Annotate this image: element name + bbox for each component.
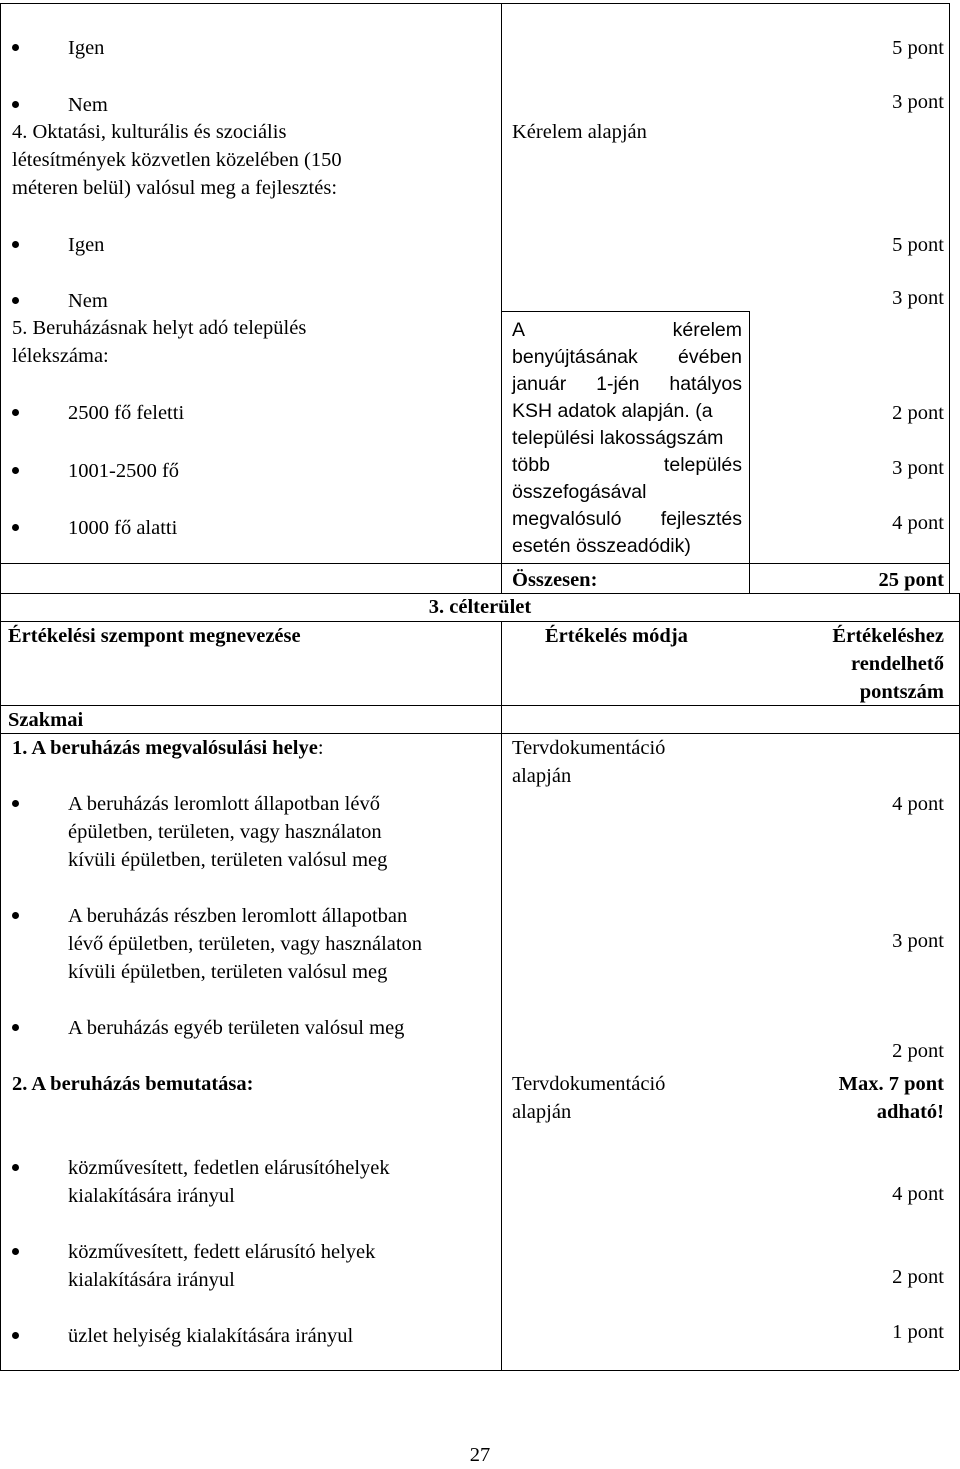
criterion-2-title: 2. A beruházás bemutatása: <box>12 1073 254 1095</box>
criterion-4-title: méteren belül) valósul meg a fejlesztés: <box>12 177 338 199</box>
bullet-icon <box>12 44 19 51</box>
points-value: 2 pont <box>892 1040 944 1062</box>
header-points: pontszám <box>859 681 944 703</box>
option-nem: Nem <box>68 94 108 116</box>
criterion-1-title-colon: : <box>317 737 324 759</box>
option-presentation: üzlet helyiség kialakítására irányul <box>68 1325 354 1347</box>
criterion-4-title: 4. Oktatási, kulturális és szociális <box>12 121 287 143</box>
points-value: 2 pont <box>892 1266 944 1288</box>
option-location: A beruházás leromlott állapotban lévő <box>68 793 380 815</box>
option-nem: Nem <box>68 290 108 312</box>
option-presentation: közművesített, fedetlen elárusítóhelyek <box>68 1157 390 1179</box>
bullet-icon <box>12 297 19 304</box>
criterion-2-method: Tervdokumentáció <box>512 1073 666 1095</box>
points-value: 5 pont <box>892 234 944 256</box>
points-value: 2 pont <box>892 402 944 424</box>
option-location: épületben, területen, vagy használaton <box>68 821 382 843</box>
option-location: lévő épületben, területen, vagy használaton <box>68 933 423 955</box>
option-igen: Igen <box>68 37 105 59</box>
page-number: 27 <box>469 1444 491 1466</box>
bullet-icon <box>12 101 19 108</box>
option-location: A beruházás részben leromlott állapotban <box>68 905 408 927</box>
section-title: 3. célterület <box>428 596 532 618</box>
header-method: Értékelés módja <box>545 625 688 647</box>
bullet-icon <box>12 241 19 248</box>
criterion-5-title: lélekszáma: <box>12 345 109 367</box>
points-value: 3 pont <box>892 91 944 113</box>
criterion-5-method: több település <box>512 454 742 476</box>
option-population: 2500 fő feletti <box>68 402 185 424</box>
category-label: Szakmai <box>8 709 84 731</box>
header-points: Értékeléshez <box>832 625 944 647</box>
bullet-icon <box>12 409 19 416</box>
option-location: kívüli épületben, területen valósul meg <box>68 849 388 871</box>
bullet-icon <box>12 800 19 807</box>
bullet-icon <box>12 1332 19 1339</box>
points-value: 3 pont <box>892 457 944 479</box>
criterion-1-method: Tervdokumentáció <box>512 737 666 759</box>
criterion-1-title <box>12 734 324 762</box>
bullet-icon <box>12 1248 19 1255</box>
header-points: rendelhető <box>850 653 944 675</box>
criterion-1-title-text: 1. A beruházás megvalósulási helye <box>12 737 318 759</box>
option-population: 1000 fő alatti <box>68 517 178 539</box>
criterion-5-method: települési lakosságszám <box>512 427 724 449</box>
total-value: 25 pont <box>878 569 944 591</box>
option-population: 1001-2500 fő <box>68 460 180 482</box>
points-value: 4 pont <box>892 1183 944 1205</box>
criterion-5-title: 5. Beruházásnak helyt adó település <box>12 317 307 339</box>
criterion-5-method: összefogásával <box>512 481 647 503</box>
option-presentation: kialakítására irányul <box>68 1185 235 1207</box>
criterion-4-method: Kérelem alapján <box>512 121 647 143</box>
bullet-icon <box>12 467 19 474</box>
points-value: 4 pont <box>892 512 944 534</box>
header-criterion: Értékelési szempont megnevezése <box>8 625 301 647</box>
bullet-icon <box>12 1024 19 1031</box>
criterion-5-method: esetén összeadódik) <box>512 535 691 557</box>
criterion-4-title: létesítmények közvetlen közelében (150 <box>12 149 342 171</box>
criterion-5-method: megvalósuló fejlesztés <box>512 508 742 530</box>
bullet-icon <box>12 1164 19 1171</box>
criterion-5-method: január 1-jén hatályos <box>512 373 742 395</box>
option-presentation: kialakítására irányul <box>68 1269 235 1291</box>
points-value: 1 pont <box>892 1321 944 1343</box>
criterion-5-method: benyújtásának évében <box>512 346 742 368</box>
points-value: 5 pont <box>892 37 944 59</box>
criterion-1-method: alapján <box>512 765 572 787</box>
option-location: A beruházás egyéb területen valósul meg <box>68 1017 405 1039</box>
criterion-5-method: A kérelem <box>512 319 742 341</box>
option-location: kívüli épületben, területen valósul meg <box>68 961 388 983</box>
points-value: 3 pont <box>892 930 944 952</box>
max-points-note: Max. 7 pont <box>838 1073 944 1095</box>
points-value: 4 pont <box>892 793 944 815</box>
bullet-icon <box>12 524 19 531</box>
bullet-icon <box>12 912 19 919</box>
criterion-5-method: KSH adatok alapján. (a <box>512 400 713 422</box>
points-value: 3 pont <box>892 287 944 309</box>
total-label: Összesen: <box>512 569 598 591</box>
option-igen: Igen <box>68 234 105 256</box>
option-presentation: közművesített, fedett elárusító helyek <box>68 1241 376 1263</box>
criterion-2-method: alapján <box>512 1101 572 1123</box>
max-points-note: adható! <box>876 1101 944 1123</box>
